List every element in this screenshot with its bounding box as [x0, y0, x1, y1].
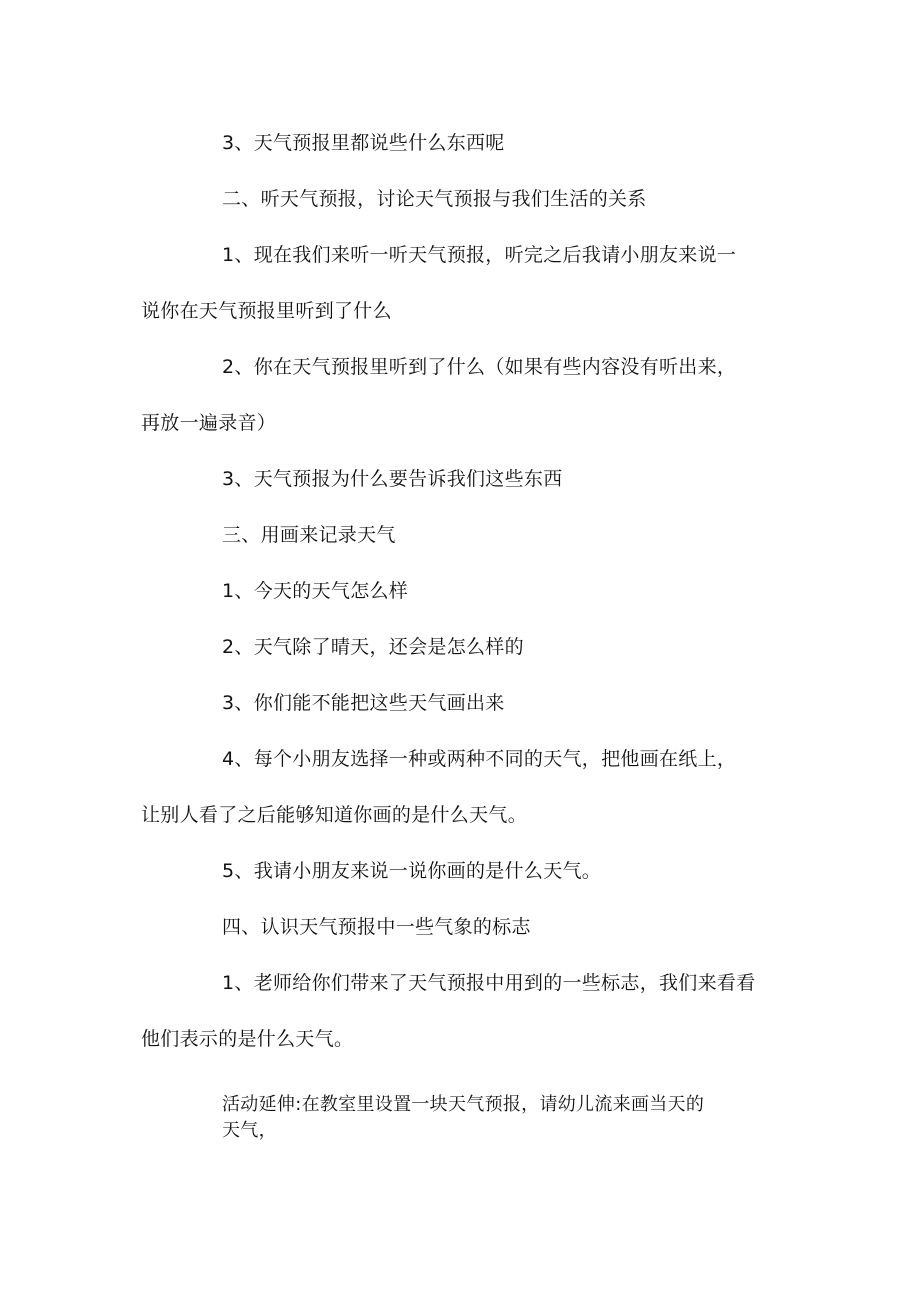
activity-extension-line: 天气，	[222, 1120, 277, 1141]
paragraph-line: 1、老师给你们带来了天气预报中用到的一些标志，我们来看看	[222, 972, 756, 994]
paragraph-line: 他们表示的是什么天气。	[141, 1028, 354, 1050]
paragraph-line: 1、现在我们来听一听天气预报，听完之后我请小朋友来说一	[222, 244, 737, 266]
paragraph-line: 2、天气除了晴天，还会是怎么样的	[222, 636, 524, 658]
activity-extension-line: 活动延伸:在教室里设置一块天气预报，请幼儿流来画当天的	[222, 1094, 705, 1115]
section-heading: 三、用画来记录天气	[222, 524, 396, 546]
section-heading: 四、认识天气预报中一些气象的标志	[222, 916, 531, 938]
paragraph-line: 说你在天气预报里听到了什么	[141, 300, 392, 322]
paragraph-line: 让别人看了之后能够知道你画的是什么天气。	[141, 804, 528, 826]
paragraph-line: 2、你在天气预报里听到了什么（如果有些内容没有听出来，	[222, 356, 737, 378]
paragraph-line: 5、我请小朋友来说一说你画的是什么天气。	[222, 860, 602, 882]
paragraph-line: 3、天气预报为什么要告诉我们这些东西	[222, 468, 563, 490]
paragraph-line: 3、天气预报里都说些什么东西呢	[222, 132, 505, 154]
paragraph-line: 3、你们能不能把这些天气画出来	[222, 692, 505, 714]
paragraph-line: 1、今天的天气怎么样	[222, 580, 409, 602]
paragraph-line: 再放一遍录音）	[141, 412, 277, 434]
paragraph-line: 4、每个小朋友选择一种或两种不同的天气，把他画在纸上，	[222, 748, 737, 770]
section-heading: 二、听天气预报，讨论天气预报与我们生活的关系	[222, 188, 647, 210]
